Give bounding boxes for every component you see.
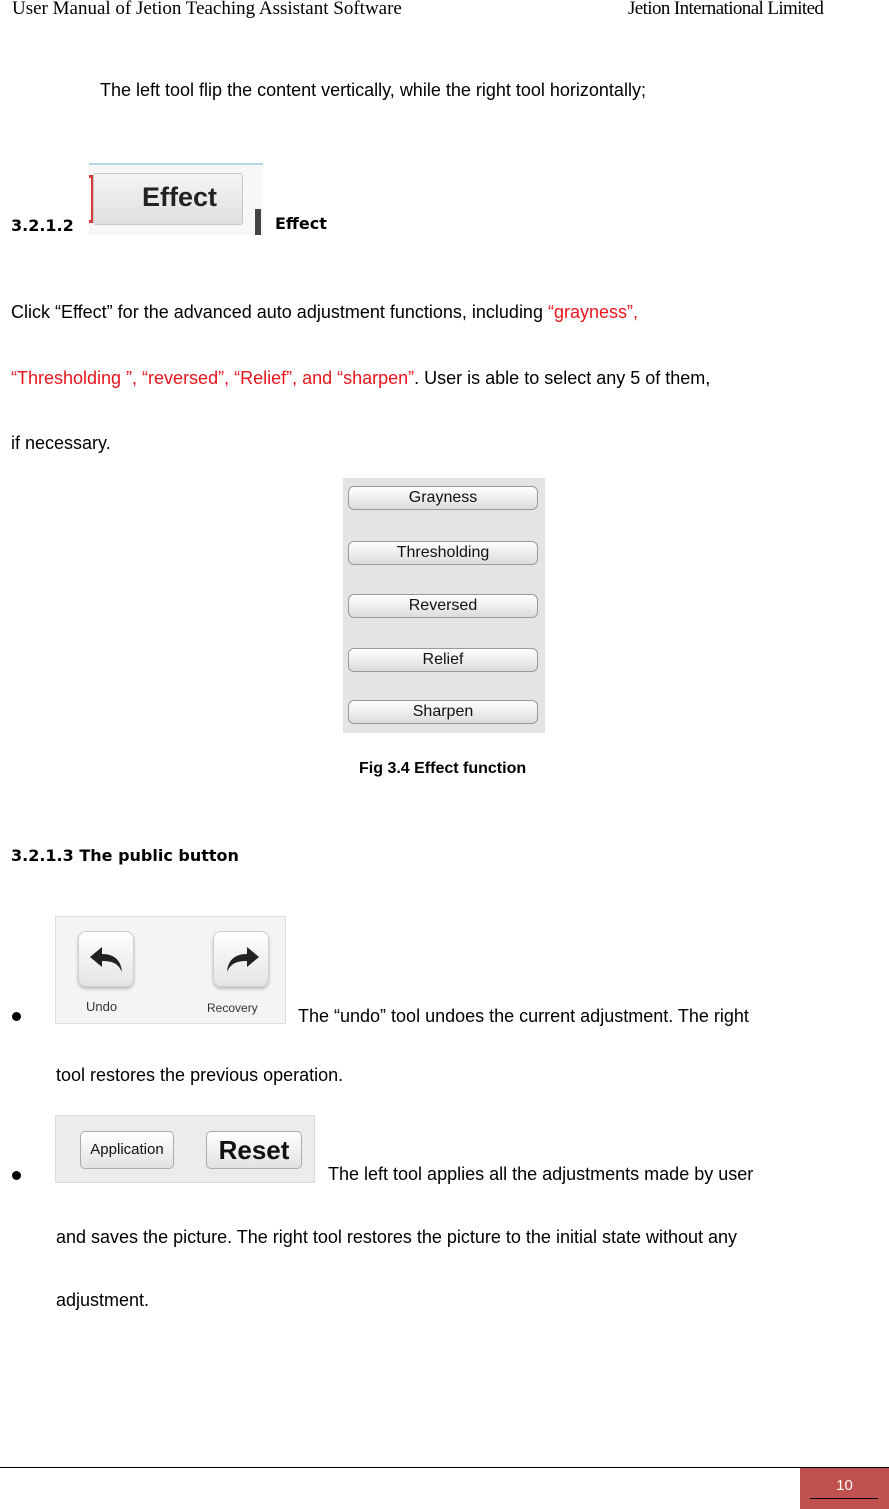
undo-recovery-image: [55, 916, 286, 1024]
thresholding-button[interactable]: Thresholding: [348, 541, 538, 565]
section-title-effect: Effect: [275, 214, 327, 233]
application-button[interactable]: Application: [80, 1131, 174, 1169]
effect-para-line-1: [11, 302, 638, 323]
apply-text-line-1: The left tool applies all the adjustments made by user: [328, 1164, 754, 1184]
effect-para-line-2: [11, 368, 710, 389]
bullet: [12, 1012, 21, 1021]
bullet: [12, 1171, 21, 1180]
relief-button[interactable]: Relief: [348, 648, 538, 672]
recovery-button[interactable]: [213, 931, 269, 987]
page-number: 10: [836, 1477, 853, 1494]
header-title-right: Jetion International Limited: [628, 0, 824, 19]
intro-line: The left tool flip the content vertically, while the right tool horizontally;: [100, 80, 646, 100]
apply-text-line-2: and saves the picture. The right tool restores the picture to the initial state without any: [56, 1227, 738, 1247]
section-title-public: The public button: [79, 846, 239, 865]
undo-button[interactable]: [78, 931, 134, 987]
figure-caption: Fig 3.4 Effect function: [359, 760, 527, 777]
undo-text-line-1: The “undo” tool undoes the current adjustment. The right: [298, 1006, 749, 1026]
page-number-box: [800, 1468, 889, 1509]
section-number-public: 3.2.1.3: [11, 846, 74, 865]
effect-para-highlight: “grayness”,: [547, 302, 638, 322]
apply-text-line-3: adjustment.: [56, 1290, 150, 1310]
section-public-button: [11, 846, 239, 865]
effect-function-panel: [343, 478, 545, 733]
grayness-button[interactable]: Grayness: [348, 486, 538, 510]
footer-rule: [0, 1467, 889, 1468]
undo-label: Undo: [86, 999, 118, 1014]
undo-text-line-2: tool restores the previous operation.: [56, 1065, 344, 1085]
effect-image-label: Effect: [142, 182, 218, 212]
effect-para-text: . User is able to select any 5 of them,: [414, 368, 711, 388]
recovery-label: Recovery: [207, 1001, 258, 1015]
section-number-effect: 3.2.1.2: [11, 216, 74, 235]
effect-button-image: [89, 163, 263, 235]
effect-image-button: [93, 173, 243, 225]
reset-button[interactable]: Reset: [206, 1131, 302, 1169]
redo-arrow-icon: [223, 944, 261, 976]
reversed-button[interactable]: Reversed: [348, 594, 538, 618]
effect-para-text: Click “Effect” for the advanced auto adjustment functions, including: [11, 302, 548, 322]
sharpen-button[interactable]: Sharpen: [348, 700, 538, 724]
application-reset-image: [55, 1115, 315, 1183]
effect-para-line-3: if necessary.: [11, 433, 111, 453]
header-title-left: User Manual of Jetion Teaching Assistant Software: [12, 0, 402, 19]
undo-arrow-icon: [88, 944, 126, 976]
effect-para-highlight: “Thresholding ”, “reversed”, “Relief”, and “sharpen”: [11, 368, 415, 388]
